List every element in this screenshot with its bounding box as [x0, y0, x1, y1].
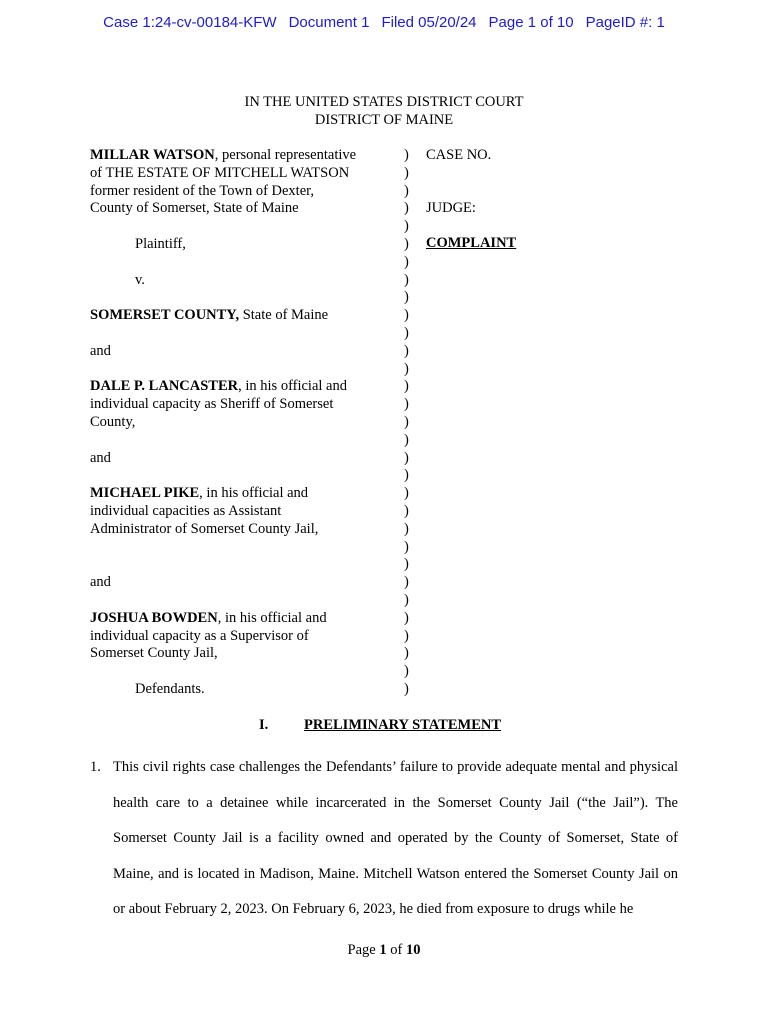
caption-paren: )	[404, 289, 409, 306]
footer-current-page: 1	[379, 942, 387, 958]
defendant-2-desc-2: individual capacity as Sheriff of Somerset	[90, 396, 334, 413]
ecf-header-stamp	[0, 14, 768, 31]
caption-paren: )	[404, 574, 409, 591]
defendant-1-desc: State of Maine	[239, 307, 329, 324]
caption-paren: )	[404, 680, 409, 697]
caption-paren: )	[404, 235, 409, 252]
caption-paren: )	[404, 307, 409, 324]
plaintiff-desc-1: , personal representative	[214, 147, 357, 163]
defendant-2-desc-3: County,	[90, 413, 136, 430]
caption-paren: )	[404, 645, 409, 662]
and-2: and	[90, 449, 111, 466]
caption-paren: )	[404, 360, 409, 377]
case-number: Case 1:24-cv-00184-KFW	[103, 14, 277, 31]
defendant-4-desc-1: , in his official and	[217, 609, 327, 626]
defendant-4-desc-3: Somerset County Jail,	[90, 645, 218, 662]
caption-paren: )	[404, 342, 409, 359]
defendant-2-desc-1: , in his official and	[238, 378, 347, 395]
caption-paren: )	[404, 556, 409, 573]
footer-page-word: Page	[347, 942, 376, 958]
caption-paren: )	[404, 502, 409, 519]
caption-paren: )	[404, 538, 409, 555]
caption-paren: )	[404, 627, 409, 644]
plaintiff-desc-2: of THE ESTATE OF MITCHELL WATSON	[90, 164, 350, 181]
court-heading	[0, 93, 768, 129]
plaintiff-desc-3: former resident of the Town of Dexter,	[90, 182, 315, 199]
footer-of-word: of	[390, 942, 403, 958]
stamp-page: Page 1 of 10	[488, 14, 574, 31]
defendant-3-desc-1: , in his official and	[199, 485, 309, 502]
caption-paren: )	[404, 200, 409, 217]
paragraph-number: 1.	[90, 759, 101, 775]
defendant-4-desc-2: individual capacity as a Supervisor of	[90, 627, 309, 644]
plaintiff-label: Plaintiff,	[135, 235, 186, 252]
plaintiff-desc-4: County of Somerset, State of Maine	[90, 200, 299, 217]
defendant-3-desc-3: Administrator of Somerset County Jail,	[90, 520, 319, 537]
footer-total-pages: 10	[405, 942, 421, 958]
filed-date: Filed 05/20/24	[381, 14, 477, 31]
defendant-3-name: MICHAEL PIKE	[90, 485, 200, 502]
caption-paren: )	[404, 396, 409, 413]
paragraph-text: This civil rights case challenges the Defendants’ failure to provide adequate mental and physical health care to a detainee while incarcerated in the Somerset County Jail (“the Jail”). The Somerset County Jail is a facility owned and operated by the County of Somerset, State of Maine, and is located in Madison, Maine. Mitchell Watson entered the Somerset County Jail on or about February 2, 2023. On February 6, 2023, he died from exposure to drugs while he	[113, 759, 678, 917]
court-district: DISTRICT OF MAINE	[314, 112, 454, 128]
defendant-3-desc-2: individual capacities as Assistant	[90, 502, 282, 519]
judge-label: JUDGE:	[426, 200, 476, 216]
defendant-1-name: SOMERSET COUNTY,	[90, 307, 240, 324]
caption-paren: )	[404, 431, 409, 448]
page-footer	[0, 942, 768, 959]
caption-paren: )	[404, 324, 409, 341]
page-id: PageID #: 1	[585, 14, 665, 31]
plaintiff-name: MILLAR WATSON	[90, 147, 215, 163]
defendants-label: Defendants.	[135, 680, 205, 697]
document-number: Document 1	[288, 14, 370, 31]
caption-paren: )	[404, 164, 409, 181]
caption-paren: )	[404, 449, 409, 466]
caption-paren: )	[404, 253, 409, 270]
defendant-4-name: JOSHUA BOWDEN	[90, 609, 218, 626]
paragraph-1	[90, 750, 678, 928]
caption-paren: )	[404, 520, 409, 537]
caption-paren: )	[404, 378, 409, 395]
versus: v.	[135, 271, 145, 288]
caption-paren-column	[404, 147, 409, 699]
caption-paren: )	[404, 147, 409, 163]
and-1: and	[90, 342, 111, 359]
caption-paren: )	[404, 591, 409, 608]
caption-paren: )	[404, 609, 409, 626]
caption-paren: )	[404, 663, 409, 680]
defendant-2-name: DALE P. LANCASTER	[90, 378, 239, 395]
caption-paren: )	[404, 218, 409, 235]
court-name: IN THE UNITED STATES DISTRICT COURT	[244, 94, 524, 110]
caption-paren: )	[404, 413, 409, 430]
section-number: I.	[259, 717, 269, 733]
case-number-label: CASE NO.	[426, 147, 492, 163]
case-caption	[90, 147, 356, 699]
caption-paren: )	[404, 485, 409, 502]
section-title: PRELIMINARY STATEMENT	[304, 717, 502, 733]
caption-paren: )	[404, 271, 409, 288]
document-title: COMPLAINT	[426, 235, 517, 251]
and-3: and	[90, 574, 111, 591]
caption-paren: )	[404, 182, 409, 199]
caption-paren: )	[404, 467, 409, 484]
